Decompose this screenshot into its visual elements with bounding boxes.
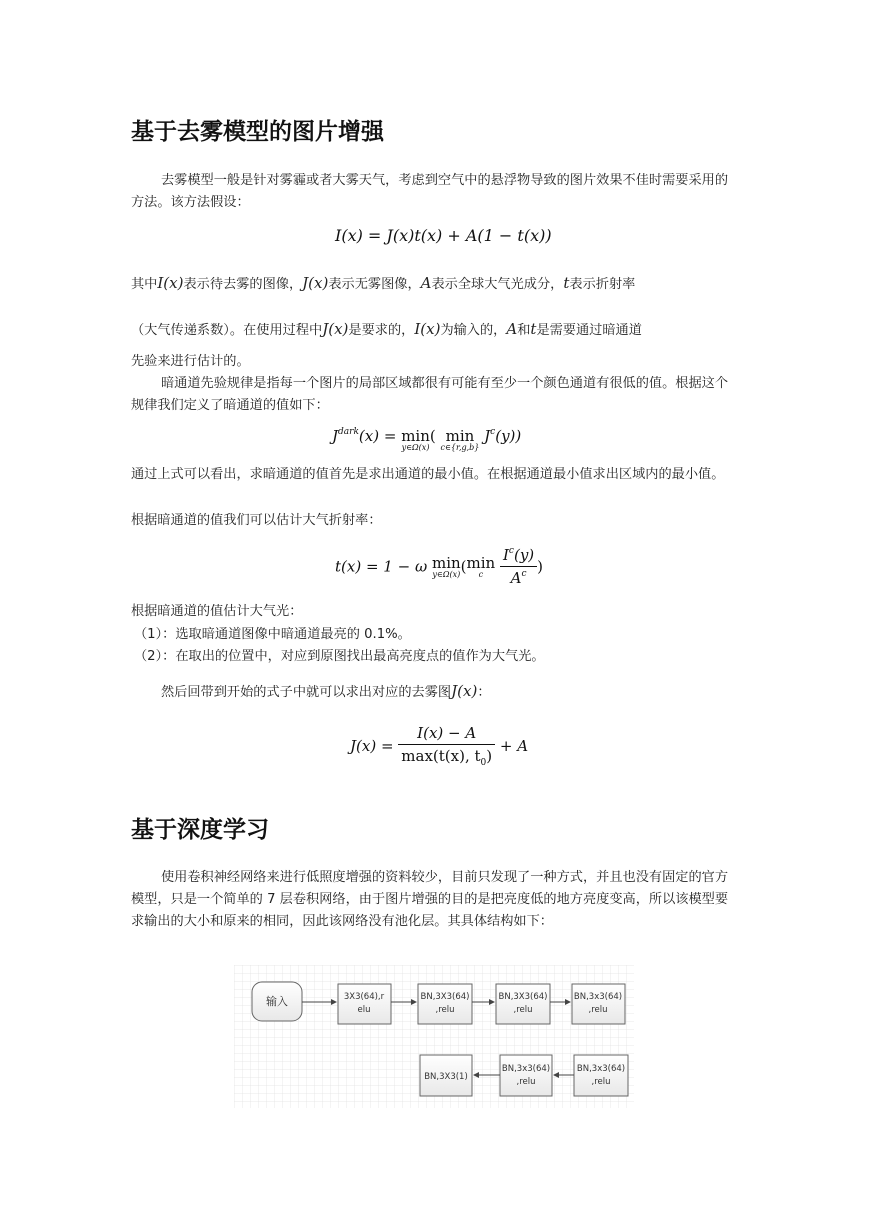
den-sup: c (521, 569, 527, 579)
text-segment: 表示待去雾的图像， (183, 277, 303, 292)
math-jx: J(x) (322, 320, 349, 338)
min-label: min (466, 554, 496, 572)
paragraph-transmission: 根据暗通道的值我们可以估计大气折射率： (131, 513, 382, 528)
node-label: BN,3X3(64) (498, 992, 548, 1002)
eq-close: ) (537, 557, 544, 576)
den-text: max(t(x), t (401, 747, 481, 765)
eq-fraction (500, 546, 537, 587)
diagram-node-conv6 (500, 1055, 552, 1096)
equation-text: I(x) = J(x)t(x) + A(1 − t(x)) (335, 226, 552, 245)
min-subscript: y∈Ω(x) (432, 570, 461, 579)
node-label: BN,3X3(64) (420, 992, 470, 1002)
list-item-1: （1）：选取暗通道图像中暗通道最亮的 0.1%。 (134, 627, 411, 642)
equation-atmospheric-model (335, 226, 552, 245)
text-segment: 表示全球大气光成分， (431, 277, 564, 292)
text-segment: 表示折射率 (569, 277, 636, 292)
text-segment: 是需要通过暗通道 (536, 323, 642, 338)
network-diagram-svg (234, 965, 634, 1108)
node-label: BN,3x3(64) (576, 1064, 626, 1074)
diagram-node-conv2 (418, 984, 472, 1024)
fraction-numerator (500, 546, 537, 567)
eq-min-c (441, 427, 480, 452)
min-label: min (445, 427, 475, 445)
paragraph-definitions-cont (131, 318, 738, 342)
diagram-node-conv3 (496, 984, 550, 1024)
paragraph-dark-channel-prior: 暗通道先验规律是指每一个图片的局部区域都很有可能有至少一个颜色通道有很低的值。根据这个规律我们定义了暗通道的值如下： (131, 376, 729, 413)
paragraph-estimation: 先验来进行估计的。 (131, 354, 250, 369)
num-base: I (502, 546, 509, 564)
paragraph-cnn: 使用卷积神经网络来进行低照度增强的资料较少，目前只发现了一种方式，并且也没有固定的官方模型，只是一个简单的 7 层卷积网络，由于图片增强的目的是把亮度低的地方亮度变高，所以该模型要求输出的大小和原来的相同，因此该网络没有池化层。其具体结构如下： (131, 870, 729, 929)
min-label: min (401, 427, 430, 445)
eq-lhs: J(x) = (350, 737, 399, 755)
num-arg: (y) (513, 546, 535, 564)
text-segment: ： (477, 685, 491, 700)
diagram-node-output (420, 1055, 472, 1096)
equation-recover (350, 724, 528, 768)
paragraph-dark-channel-explain: 通过上式可以看出，求暗通道的值首先是求出通道的最小值。在根据通道最小值求出区域内的最小值。 (131, 467, 725, 482)
list-item-2: （2）：在取出的位置中，对应到原图找出最高亮度点的值作为大气光。 (134, 649, 545, 664)
math-t: t (530, 320, 537, 338)
math-jx: J(x) (451, 682, 478, 700)
text-segment: 表示无雾图像， (328, 277, 421, 292)
eq-fraction (398, 724, 495, 768)
math-t: t (563, 274, 570, 292)
node-label: ,relu (516, 1077, 536, 1087)
math-a: A (506, 320, 518, 338)
text-segment: （大气传递系数）。在使用过程中 (131, 323, 323, 338)
fraction-denominator (398, 745, 495, 768)
node-label: ,relu (513, 1005, 533, 1015)
eq-rhs-arg: (y)) (495, 427, 522, 445)
den-base: A (510, 569, 522, 587)
text-segment: 然后回带到开始的式子中就可以求出对应的去雾图 (161, 685, 452, 700)
diagram-node-conv5 (574, 1055, 628, 1096)
eq-sup: dark (338, 427, 359, 437)
min-label: min (431, 554, 461, 572)
node-label: elu (357, 1005, 371, 1015)
section-title-deep-learning: 基于深度学习 (131, 817, 269, 843)
eq-open: ( (460, 557, 467, 576)
math-ix: I(x) (157, 274, 184, 292)
fraction-numerator: I(x) − A (398, 724, 495, 745)
node-label: 输入 (266, 995, 288, 1008)
eq-lhs: J (332, 427, 339, 445)
text-segment: 是要求的， (348, 323, 415, 338)
min-subscript: c∈{r,g,b} (440, 443, 480, 452)
eq-min-y (432, 554, 461, 579)
num-sup: c (508, 546, 514, 556)
node-label: BN,3x3(64) (573, 992, 623, 1002)
paragraph-definitions (131, 272, 738, 296)
equation-transmission (335, 546, 543, 587)
eq-rhs-sup: c (490, 427, 496, 437)
node-label: BN,3X3(1) (424, 1072, 468, 1082)
eq-rhs: + A (495, 737, 529, 755)
min-subscript: y∈Ω(x) (401, 443, 430, 452)
paragraph-intro: 去雾模型一般是针对雾霾或者大雾天气，考虑到空气中的悬浮物导致的图片效果不佳时需要采用的方法。该方法假设： (131, 173, 729, 210)
math-jx: J(x) (302, 274, 329, 292)
text-segment: 其中 (131, 277, 158, 292)
den-end: ) (486, 747, 493, 765)
section-title-dehaze: 基于去雾模型的图片增强 (131, 119, 384, 145)
eq-paren: ( (429, 427, 436, 445)
node-label: 3X3(64),r (343, 992, 385, 1002)
diagram-node-input (252, 982, 302, 1021)
equation-dark-channel (332, 427, 521, 452)
diagram-node-conv1 (338, 984, 391, 1024)
eq-rhs: J (484, 427, 491, 445)
math-ix: I(x) (414, 320, 441, 338)
paragraph-atmospheric-light: 根据暗通道的值估计大气光： (131, 604, 303, 619)
paragraph-recover (131, 680, 738, 704)
text-segment: 和 (517, 323, 531, 338)
node-label: ,relu (435, 1005, 455, 1015)
network-diagram (234, 965, 634, 1108)
eq-arg: (x) = (358, 427, 402, 445)
math-a: A (420, 274, 432, 292)
node-label: BN,3x3(64) (501, 1064, 551, 1074)
diagram-node-conv4 (572, 984, 625, 1024)
fraction-denominator (500, 567, 537, 587)
eq-lhs: t(x) = 1 − ω (335, 557, 428, 576)
eq-min-y (401, 427, 430, 452)
den-sub: 0 (480, 758, 487, 768)
eq-min-c (467, 554, 496, 579)
min-subscript: c (478, 570, 484, 579)
node-label: ,relu (588, 1005, 608, 1015)
text-segment: 为输入的， (440, 323, 507, 338)
node-label: ,relu (591, 1077, 611, 1087)
